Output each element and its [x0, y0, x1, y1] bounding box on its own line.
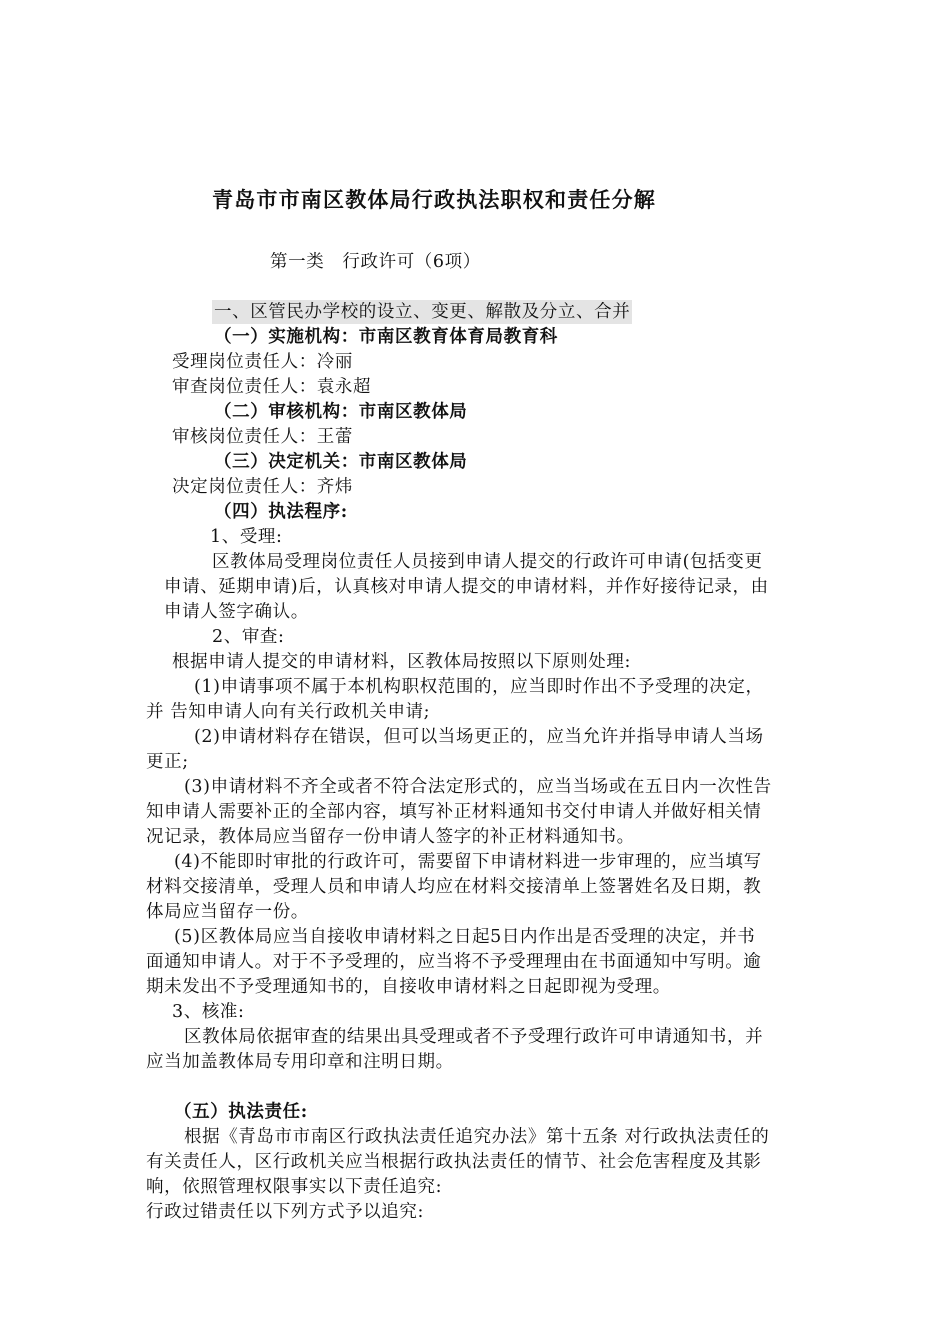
decision-org: （三）决定机关：市南区教体局: [214, 452, 468, 472]
paragraph-line: 区教体局依据审查的结果出具受理或者不予受理行政许可申请通知书，并: [184, 1027, 764, 1047]
procedure-heading: （四）执法程序:: [214, 502, 348, 522]
rule-line: (3)申请材料不齐全或者不符合法定形式的，应当当场或在五日内一次性告: [184, 777, 772, 797]
audit-org: （二）审核机构：市南区教体局: [214, 402, 468, 422]
rule-line: 面通知申请人。对于不予受理的，应当将不予受理理由在书面通知中写明。逾: [146, 952, 762, 972]
rule-line: 更正;: [146, 752, 189, 772]
paragraph-line: 根据《青岛市市南区行政执法责任追究办法》第十五条 对行政执法责任的: [184, 1127, 770, 1147]
document-title: 青岛市市南区教体局行政执法职权和责任分解: [212, 187, 656, 212]
step-accept: 1、受理:: [210, 527, 283, 547]
paragraph-line: 申请人签字确认。: [164, 602, 309, 622]
step-approve: 3、核准:: [172, 1002, 245, 1022]
review-person: 审查岗位责任人：袁永超: [172, 377, 372, 397]
item-heading: 一、区管民办学校的设立、变更、解散及分立、合并: [214, 302, 631, 322]
step-review: 2、审查:: [212, 627, 285, 647]
audit-person: 审核岗位责任人：王蕾: [172, 427, 353, 447]
accept-person: 受理岗位责任人：冷丽: [172, 352, 353, 372]
paragraph-line: 应当加盖教体局专用印章和注明日期。: [146, 1052, 454, 1072]
rule-line: 体局应当留存一份。: [146, 902, 309, 922]
rule-line: 知申请人需要补正的全部内容，填写补正材料通知书交付申请人并做好相关情: [146, 802, 762, 822]
category-heading: 第一类 行政许可（6项）: [270, 252, 481, 272]
rule-line: 况记录，教体局应当留存一份申请人签字的补正材料通知书。: [146, 827, 635, 847]
implementing-org: （一）实施机构：市南区教育体育局教育科: [214, 327, 558, 347]
rule-line: (5)区教体局应当自接收申请材料之日起5日内作出是否受理的决定，并书: [174, 927, 756, 947]
rule-line: 期未发出不予受理通知书的，自接收申请材料之日起即视为受理。: [146, 977, 671, 997]
rule-line: (1)申请事项不属于本机构职权范围的，应当即时作出不予受理的决定，: [194, 677, 764, 697]
paragraph-line: 区教体局受理岗位责任人员接到申请人提交的行政许可申请(包括变更: [212, 552, 763, 572]
paragraph-line: 根据申请人提交的申请材料，区教体局按照以下原则处理:: [172, 652, 631, 672]
rule-line: 并 告知申请人向有关行政机关申请;: [146, 702, 431, 722]
paragraph-line: 有关责任人，区行政机关应当根据行政执法责任的情节、社会危害程度及其影: [146, 1152, 762, 1172]
rule-line: 材料交接清单，受理人员和申请人均应在材料交接清单上签署姓名及日期，教: [146, 877, 762, 897]
responsibility-heading: （五）执法责任:: [174, 1102, 308, 1122]
paragraph-line: 响，依照管理权限事实以下责任追究:: [146, 1177, 443, 1197]
decide-person: 决定岗位责任人：齐炜: [172, 477, 353, 497]
rule-line: (4)不能即时审批的行政许可，需要留下申请材料进一步审理的，应当填写: [174, 852, 762, 872]
paragraph-line: 行政过错责任以下列方式予以追究:: [146, 1202, 424, 1222]
paragraph-line: 申请、延期申请)后，认真核对申请人提交的申请材料，并作好接待记录，由: [164, 577, 769, 597]
rule-line: (2)申请材料存在错误，但可以当场更正的，应当允许并指导申请人当场: [194, 727, 764, 747]
